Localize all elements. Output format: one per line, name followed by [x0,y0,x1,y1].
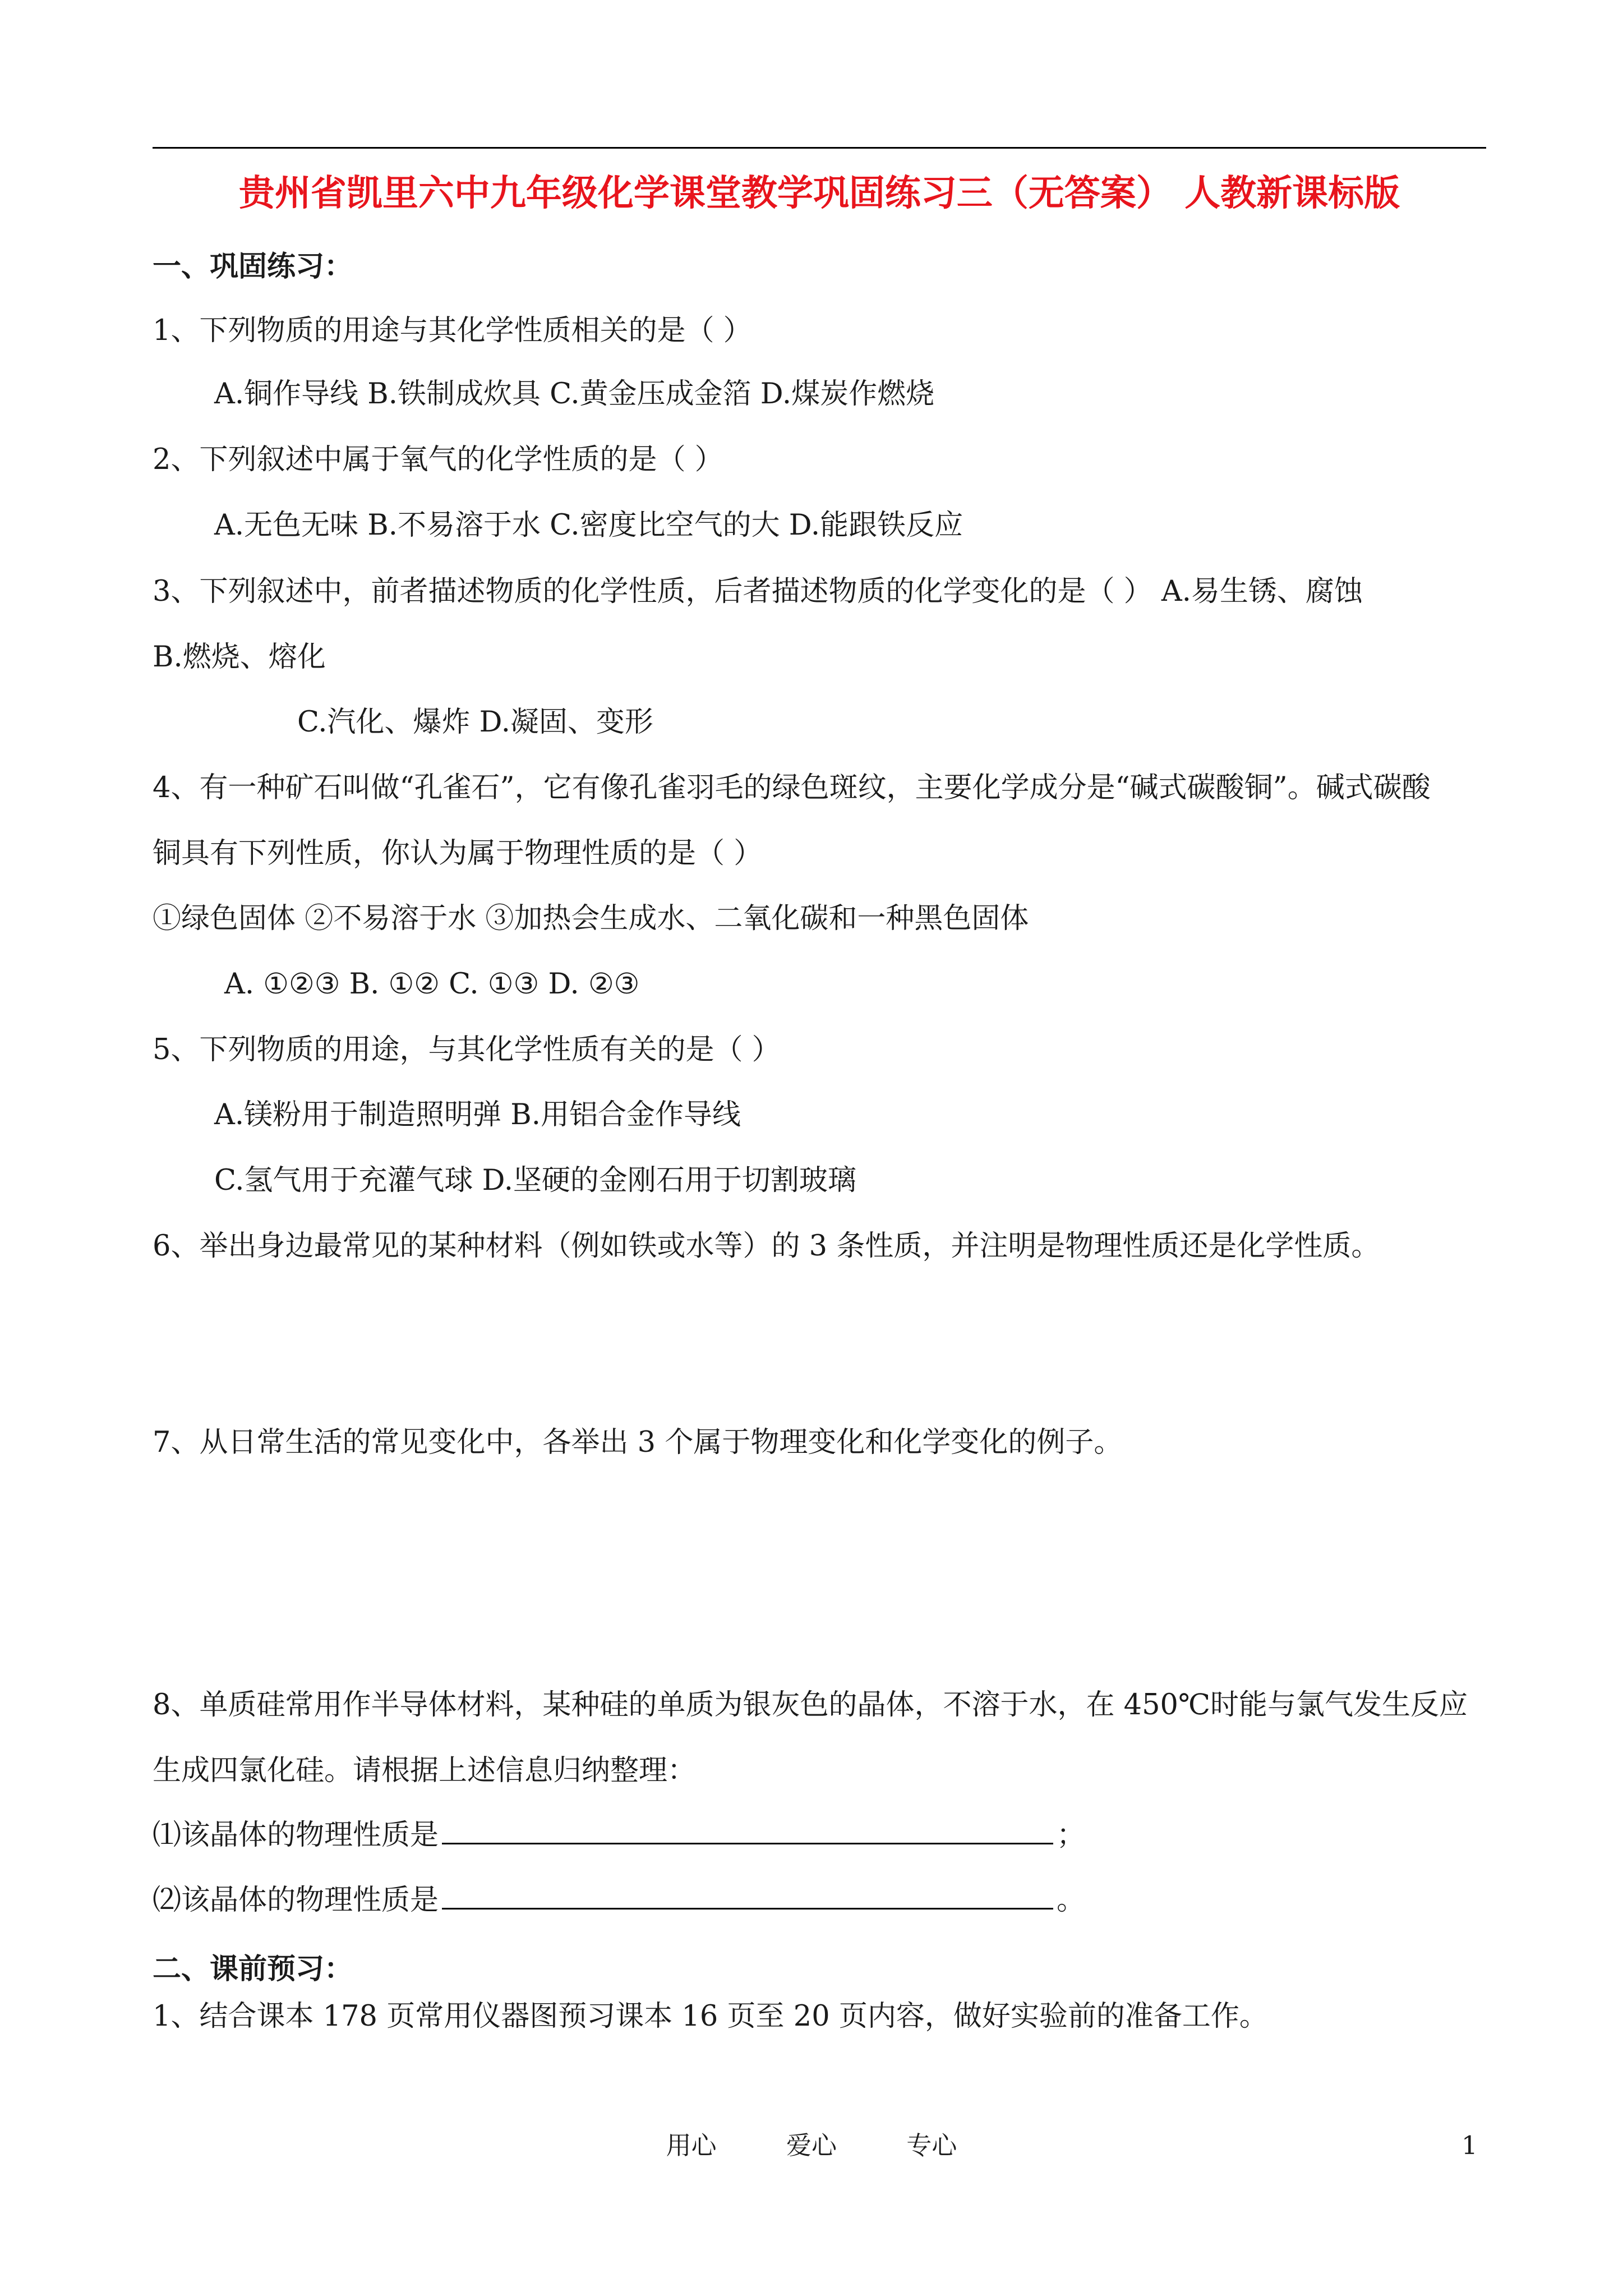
footer-word-1: 用心 [666,2131,717,2160]
question-3-option-b: B.燃烧、熔化 [153,641,326,674]
question-8-sub-1-label: ⑴该晶体的物理性质是 [153,1819,439,1852]
question-8-sub-2-label: ⑵该晶体的物理性质是 [153,1884,439,1917]
question-8-sub-1 [153,1816,1085,1855]
question-4-properties: ①绿色固体 ②不易溶于水 ③加热会生成水、二氧化碳和一种黑色固体 [153,902,1029,935]
preview-item-1: 1、结合课本 178 页常用仪器图预习课本 16 页至 20 页内容，做好实验前的准备工作。 [153,2000,1268,2033]
page-number: 1 [1461,2131,1478,2160]
question-1: 1、下列物质的用途与其化学性质相关的是（ ） [153,314,752,347]
section-heading-consolidation: 一、巩固练习： [153,250,353,283]
question-8-sub-1-end: ； [1057,1819,1086,1852]
answer-blank-2[interactable] [442,1885,1053,1910]
question-5-options-cd: C.氢气用于充灌气球 D.坚硬的金刚石用于切割玻璃 [214,1164,856,1197]
header-rule [153,147,1486,149]
question-4: 4、有一种矿石叫做“孔雀石”，它有像孔雀羽毛的绿色斑纹，主要化学成分是“碱式碳酸铜”。碱式碳酸 [153,771,1431,804]
question-2: 2、下列叙述中属于氧气的化学性质的是（ ） [153,443,723,476]
question-3: 3、下列叙述中，前者描述物质的化学性质，后者描述物质的化学变化的是（ ） A.易生锈、腐蚀 [153,575,1363,608]
footer-word-3: 专心 [906,2131,957,2160]
document-title: 贵州省凯里六中九年级化学课堂教学巩固练习三（无答案） 人教新课标版 [238,172,1400,214]
question-8-continued: 生成四氯化硅。请根据上述信息归纳整理： [153,1754,697,1787]
question-3-options-cd: C.汽化、爆炸 D.凝固、变形 [297,706,653,739]
question-7: 7、从日常生活的常见变化中，各举出 3 个属于物理变化和化学变化的例子。 [153,1426,1123,1459]
question-5: 5、下列物质的用途，与其化学性质有关的是（ ） [153,1033,781,1066]
page-footer [0,2129,1623,2162]
footer-word-2: 爱心 [786,2131,837,2160]
question-8-sub-2 [153,1881,1085,1920]
question-1-options: A.铜作导线 B.铁制成炊具 C.黄金压成金箔 D.煤炭作燃烧 [214,378,935,411]
question-4-options: A. ①②③ B. ①② C. ①③ D. ②③ [224,968,640,1001]
section-heading-preview: 二、课前预习： [153,1952,353,1986]
question-8: 8、单质硅常用作半导体材料，某种硅的单质为银灰色的晶体，不溶于水，在 450℃时能与氯气发生反应 [153,1688,1468,1722]
answer-blank-1[interactable] [442,1820,1053,1844]
question-4-continued: 铜具有下列性质，你认为属于物理性质的是（ ） [153,837,763,870]
question-6: 6、举出身边最常见的某种材料（例如铁或水等）的 3 条性质，并注明是物理性质还是化学性质。 [153,1230,1380,1263]
question-8-sub-2-end: 。 [1057,1884,1086,1917]
question-2-options: A.无色无味 B.不易溶于水 C.密度比空气的大 D.能跟铁反应 [214,509,963,542]
question-5-options-ab: A.镁粉用于制造照明弹 B.用铝合金作导线 [214,1098,741,1131]
